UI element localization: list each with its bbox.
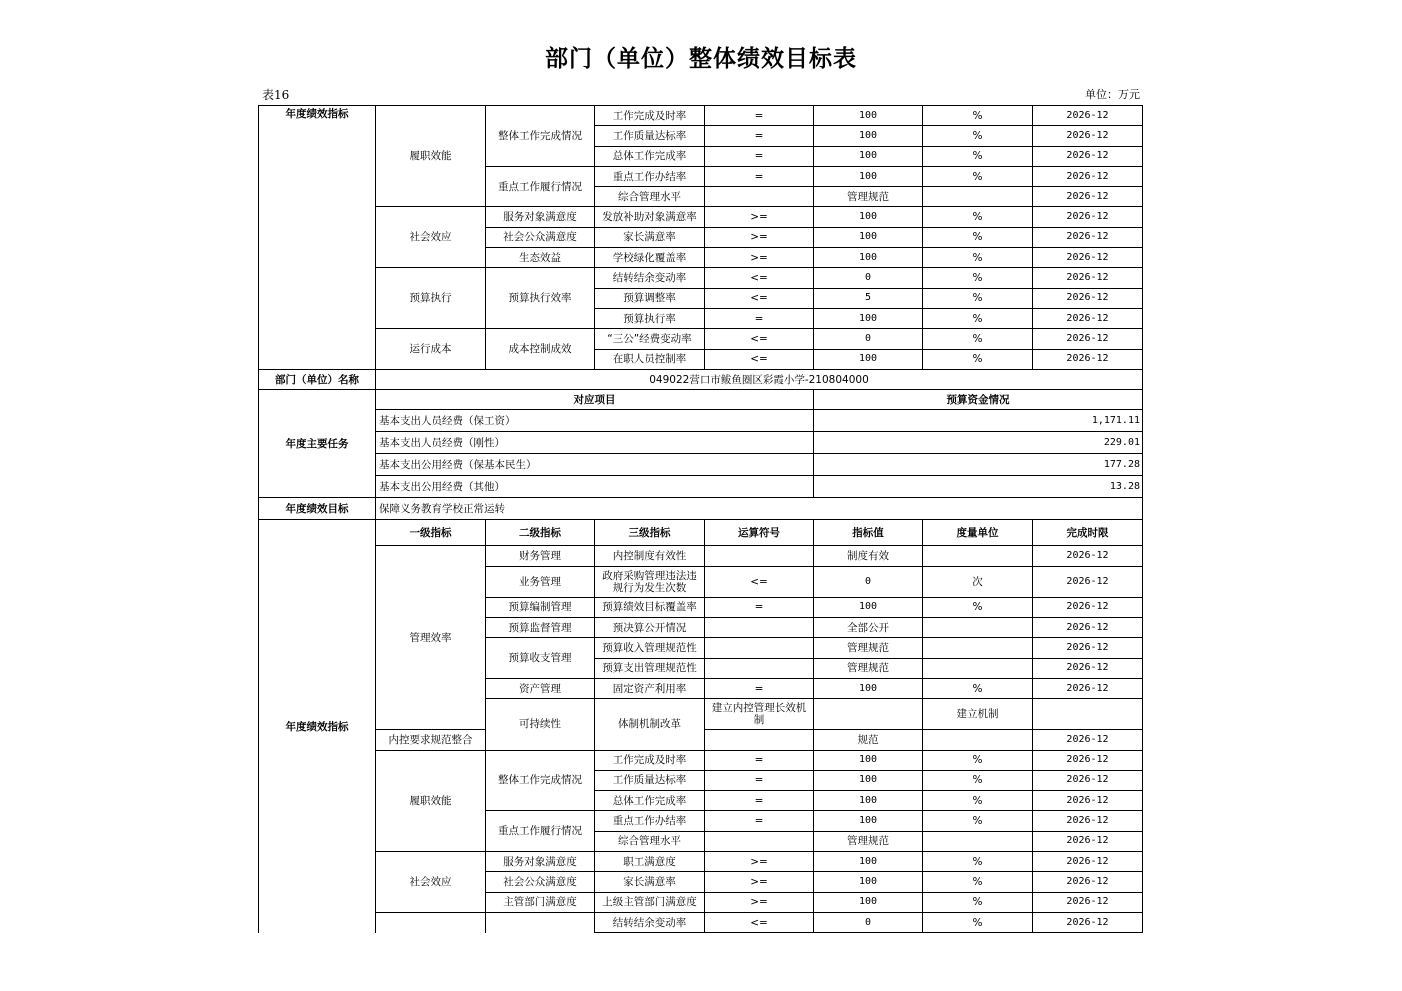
table-row [259, 369, 1143, 389]
level1-cell: 履职效能 [376, 750, 486, 851]
unit-cell: % [923, 268, 1033, 288]
unit-cell: % [923, 227, 1033, 247]
unit-cell [923, 831, 1033, 851]
annual-indicator-label-bottom: 年度绩效指标 [259, 520, 376, 933]
unit-cell [923, 638, 1033, 658]
unit-cell [923, 546, 1033, 566]
operator-cell [705, 638, 814, 658]
value-cell: 0 [814, 268, 923, 288]
level3-cell: 家长满意率 [595, 227, 705, 247]
value-cell: 100 [814, 227, 923, 247]
operator-cell: = [705, 678, 814, 698]
level2-cell: 资产管理 [486, 678, 595, 698]
budget-status-header: 预算资金情况 [814, 390, 1143, 410]
top-indicator-section [259, 106, 1143, 370]
value-cell: 管理规范 [814, 658, 923, 678]
value-cell: 100 [814, 770, 923, 790]
operator-cell: = [705, 308, 814, 328]
operator-cell: = [705, 106, 814, 126]
value-cell: 全部公开 [814, 618, 923, 638]
operator-cell: >= [705, 248, 814, 268]
level2-cell: 主管部门满意度 [486, 892, 595, 912]
level3-cell: 结转结余变动率 [595, 912, 705, 932]
value-cell: 100 [814, 207, 923, 227]
column-header-value: 指标值 [814, 520, 923, 546]
unit-cell: % [923, 912, 1033, 932]
value-cell: 建立机制 [923, 699, 1033, 730]
performance-table [258, 105, 1143, 933]
operator-cell: <= [705, 288, 814, 308]
deadline-cell: 2026-12 [1033, 126, 1143, 146]
level3-cell: 工作质量达标率 [595, 126, 705, 146]
unit-cell: % [923, 811, 1033, 831]
operator-cell: = [705, 146, 814, 166]
level1-cell: 社会效应 [376, 207, 486, 268]
value-cell: 100 [814, 146, 923, 166]
level2-cell: 整体工作完成情况 [486, 106, 595, 167]
value-cell: 规范 [814, 730, 923, 750]
deadline-cell: 2026-12 [1033, 791, 1143, 811]
deadline-cell: 2026-12 [1033, 618, 1143, 638]
unit-cell: % [923, 166, 1033, 186]
level3-cell: 固定资产利用率 [595, 678, 705, 698]
operator-cell: >= [705, 872, 814, 892]
operator-cell: = [705, 770, 814, 790]
deadline-cell: 2026-12 [1033, 308, 1143, 328]
table-row [259, 268, 1143, 288]
table-row [259, 520, 1143, 546]
level3-cell: 发放补助对象满意率 [595, 207, 705, 227]
operator-cell: >= [705, 227, 814, 247]
level1-cell-continued [376, 912, 486, 932]
deadline-cell: 2026-12 [1033, 892, 1143, 912]
task-amount-cell: 177.28 [814, 454, 1143, 476]
level2-cell: 预算监督管理 [486, 618, 595, 638]
value-cell: 0 [814, 912, 923, 932]
unit-cell: % [923, 750, 1033, 770]
value-cell: 管理规范 [814, 831, 923, 851]
value-cell: 100 [814, 678, 923, 698]
deadline-cell: 2026-12 [1033, 288, 1143, 308]
value-cell: 100 [814, 166, 923, 186]
value-cell: 100 [814, 872, 923, 892]
unit-cell: % [923, 770, 1033, 790]
level1-cell: 运行成本 [376, 329, 486, 370]
value-cell: 100 [814, 126, 923, 146]
operator-cell [705, 831, 814, 851]
task-amount-cell: 1,171.11 [814, 410, 1143, 432]
operator-cell: = [705, 166, 814, 186]
column-header-deadline: 完成时限 [1033, 520, 1143, 546]
dept-name-label: 部门（单位）名称 [259, 369, 376, 389]
level3-cell: 内控制度有效性 [595, 546, 705, 566]
table-row [259, 454, 1143, 476]
unit-cell: % [923, 597, 1033, 617]
unit-cell: % [923, 791, 1033, 811]
page-title: 部门（单位）整体绩效目标表 [545, 46, 857, 72]
level2-cell: 生态效益 [486, 248, 595, 268]
operator-cell: = [705, 597, 814, 617]
level2-cell: 重点工作履行情况 [486, 166, 595, 207]
level1-cell: 社会效应 [376, 852, 486, 913]
unit-cell [1033, 699, 1143, 730]
column-header-unit: 度量单位 [923, 520, 1033, 546]
level3-cell: 上级主管部门满意度 [595, 892, 705, 912]
currency-unit: 单位：万元 [1085, 88, 1140, 101]
deadline-cell: 2026-12 [1033, 566, 1143, 597]
unit-cell [923, 187, 1033, 207]
level3-cell: 总体工作完成率 [595, 146, 705, 166]
level3-cell: 预决算公开情况 [595, 618, 705, 638]
level3-cell: 预算调整率 [595, 288, 705, 308]
deadline-cell: 2026-12 [1033, 750, 1143, 770]
task-project-cell: 基本支出人员经费（保工资） [376, 410, 814, 432]
table-number: 表16 [262, 88, 290, 102]
unit-cell: % [923, 329, 1033, 349]
column-header-operator: 运算符号 [705, 520, 814, 546]
deadline-cell: 2026-12 [1033, 597, 1143, 617]
value-cell: 100 [814, 248, 923, 268]
level3-cell: 建立内控管理长效机制 [705, 699, 814, 730]
operator-cell: <= [705, 912, 814, 932]
level3-cell: 内控要求规范整合 [376, 730, 486, 750]
task-amount-cell: 229.01 [814, 432, 1143, 454]
level2-cell: 成本控制成效 [486, 329, 595, 370]
value-cell: 管理规范 [814, 187, 923, 207]
level3-cell: 政府采购管理违法违规行为发生次数 [595, 566, 705, 597]
deadline-cell: 2026-12 [1033, 166, 1143, 186]
deadline-cell: 2026-12 [1033, 187, 1143, 207]
deadline-cell: 2026-12 [1033, 106, 1143, 126]
level3-cell: 总体工作完成率 [595, 791, 705, 811]
task-project-cell: 基本支出公用经费（其他） [376, 476, 814, 498]
level3-cell: 预算绩效目标覆盖率 [595, 597, 705, 617]
level2-cell: 业务管理 [486, 566, 595, 597]
value-cell: 100 [814, 308, 923, 328]
level2-cell: 服务对象满意度 [486, 207, 595, 227]
operator-cell: <= [705, 349, 814, 369]
level2-cell: 社会公众满意度 [486, 872, 595, 892]
operator-cell: <= [705, 329, 814, 349]
level2-cell: 财务管理 [486, 546, 595, 566]
unit-cell [923, 730, 1033, 750]
deadline-cell: 2026-12 [1033, 678, 1143, 698]
level3-cell: 学校绿化覆盖率 [595, 248, 705, 268]
bottom-indicator-section [259, 520, 1143, 933]
deadline-cell: 2026-12 [1033, 730, 1143, 750]
table-row [259, 912, 1143, 932]
deadline-cell: 2026-12 [1033, 912, 1143, 932]
unit-cell [923, 658, 1033, 678]
operator-cell [705, 658, 814, 678]
level3-cell: 在职人员控制率 [595, 349, 705, 369]
table-row [259, 410, 1143, 432]
unit-cell: % [923, 106, 1033, 126]
table-row [259, 432, 1143, 454]
level3-cell: 工作质量达标率 [595, 770, 705, 790]
task-amount-cell: 13.28 [814, 476, 1143, 498]
operator-cell: >= [705, 852, 814, 872]
operator-cell: = [705, 750, 814, 770]
value-cell: 100 [814, 106, 923, 126]
level2-cell: 体制机制改革 [595, 699, 705, 750]
deadline-cell: 2026-12 [1033, 638, 1143, 658]
value-cell: 5 [814, 288, 923, 308]
value-cell: 100 [814, 892, 923, 912]
level1-cell: 履职效能 [376, 106, 486, 207]
unit-cell: % [923, 872, 1033, 892]
unit-cell: % [923, 308, 1033, 328]
unit-cell: 次 [923, 566, 1033, 597]
dept-name-value: 049022营口市鲅鱼圈区彩霞小学-210804000 [376, 369, 1143, 389]
table-row [259, 207, 1143, 227]
deadline-cell: 2026-12 [1033, 207, 1143, 227]
table-row [259, 852, 1143, 872]
unit-cell: % [923, 126, 1033, 146]
operator-cell [705, 730, 814, 750]
level2-cell: 预算收支管理 [486, 638, 595, 679]
value-cell: 制度有效 [814, 546, 923, 566]
operator-cell: = [705, 126, 814, 146]
deadline-cell: 2026-12 [1033, 227, 1143, 247]
level1-cell: 可持续性 [486, 699, 595, 750]
operator-cell: >= [705, 207, 814, 227]
table-row [259, 329, 1143, 349]
deadline-cell: 2026-12 [1033, 852, 1143, 872]
table-row [259, 106, 1143, 126]
operator-cell: = [705, 811, 814, 831]
operator-cell [705, 618, 814, 638]
deadline-cell: 2026-12 [1033, 831, 1143, 851]
level3-cell: 预算收入管理规范性 [595, 638, 705, 658]
level3-cell: 职工满意度 [595, 852, 705, 872]
level2-cell: 预算编制管理 [486, 597, 595, 617]
level3-cell: 综合管理水平 [595, 831, 705, 851]
value-cell: 0 [814, 566, 923, 597]
operator-cell: = [705, 791, 814, 811]
unit-cell: % [923, 248, 1033, 268]
level2-cell: 预算执行效率 [486, 268, 595, 329]
value-cell: 100 [814, 791, 923, 811]
unit-cell: % [923, 892, 1033, 912]
unit-cell: % [923, 349, 1033, 369]
column-header-level2: 二级指标 [486, 520, 595, 546]
level3-cell: 工作完成及时率 [595, 750, 705, 770]
deadline-cell: 2026-12 [1033, 658, 1143, 678]
table-row [259, 546, 1143, 566]
operator-cell: <= [705, 566, 814, 597]
table-row [259, 476, 1143, 498]
unit-cell [923, 618, 1033, 638]
deadline-cell: 2026-12 [1033, 248, 1143, 268]
level2-cell: 整体工作完成情况 [486, 750, 595, 811]
deadline-cell: 2026-12 [1033, 546, 1143, 566]
unit-cell: % [923, 146, 1033, 166]
operator-cell [705, 187, 814, 207]
level3-cell: 预算执行率 [595, 308, 705, 328]
level3-cell: 重点工作办结率 [595, 166, 705, 186]
operator-cell [814, 699, 923, 730]
deadline-cell: 2026-12 [1033, 268, 1143, 288]
deadline-cell: 2026-12 [1033, 811, 1143, 831]
annual-goal-label: 年度绩效目标 [259, 498, 376, 520]
value-cell: 100 [814, 349, 923, 369]
value-cell: 管理规范 [814, 638, 923, 658]
level3-cell: 综合管理水平 [595, 187, 705, 207]
value-cell: 0 [814, 329, 923, 349]
unit-cell: % [923, 852, 1033, 872]
table-row [259, 390, 1143, 410]
task-project-cell: 基本支出公用经费（保基本民生） [376, 454, 814, 476]
level3-cell: 家长满意率 [595, 872, 705, 892]
column-header-level1: 一级指标 [376, 520, 486, 546]
level2-cell: 社会公众满意度 [486, 227, 595, 247]
deadline-cell: 2026-12 [1033, 770, 1143, 790]
unit-cell: % [923, 207, 1033, 227]
annual-goal-value: 保障义务教育学校正常运转 [376, 498, 1143, 520]
unit-cell: % [923, 678, 1033, 698]
deadline-cell: 2026-12 [1033, 349, 1143, 369]
value-cell: 100 [814, 811, 923, 831]
deadline-cell: 2026-12 [1033, 872, 1143, 892]
level2-cell: 服务对象满意度 [486, 852, 595, 872]
task-project-cell: 基本支出人员经费（刚性） [376, 432, 814, 454]
value-cell: 100 [814, 750, 923, 770]
table-row [259, 750, 1143, 770]
operator-cell [705, 546, 814, 566]
column-header-level3: 三级指标 [595, 520, 705, 546]
level3-cell: “三公”经费变动率 [595, 329, 705, 349]
value-cell: 100 [814, 852, 923, 872]
dept-info-section [259, 369, 1143, 520]
level3-cell: 重点工作办结率 [595, 811, 705, 831]
corresponding-project-header: 对应项目 [376, 390, 814, 410]
table-row [259, 498, 1143, 520]
level3-cell: 结转结余变动率 [595, 268, 705, 288]
deadline-cell: 2026-12 [1033, 146, 1143, 166]
value-cell: 100 [814, 597, 923, 617]
level2-cell: 重点工作履行情况 [486, 811, 595, 852]
level1-cell: 预算执行 [376, 268, 486, 329]
level3-cell: 预算支出管理规范性 [595, 658, 705, 678]
level3-cell: 工作完成及时率 [595, 106, 705, 126]
level2-cell-continued [486, 912, 595, 932]
deadline-cell: 2026-12 [1033, 329, 1143, 349]
operator-cell: <= [705, 268, 814, 288]
operator-cell: >= [705, 892, 814, 912]
level1-cell: 管理效率 [376, 546, 486, 730]
annual-indicator-label-top: 年度绩效指标 [259, 106, 376, 370]
main-tasks-label: 年度主要任务 [259, 390, 376, 498]
unit-cell: % [923, 288, 1033, 308]
